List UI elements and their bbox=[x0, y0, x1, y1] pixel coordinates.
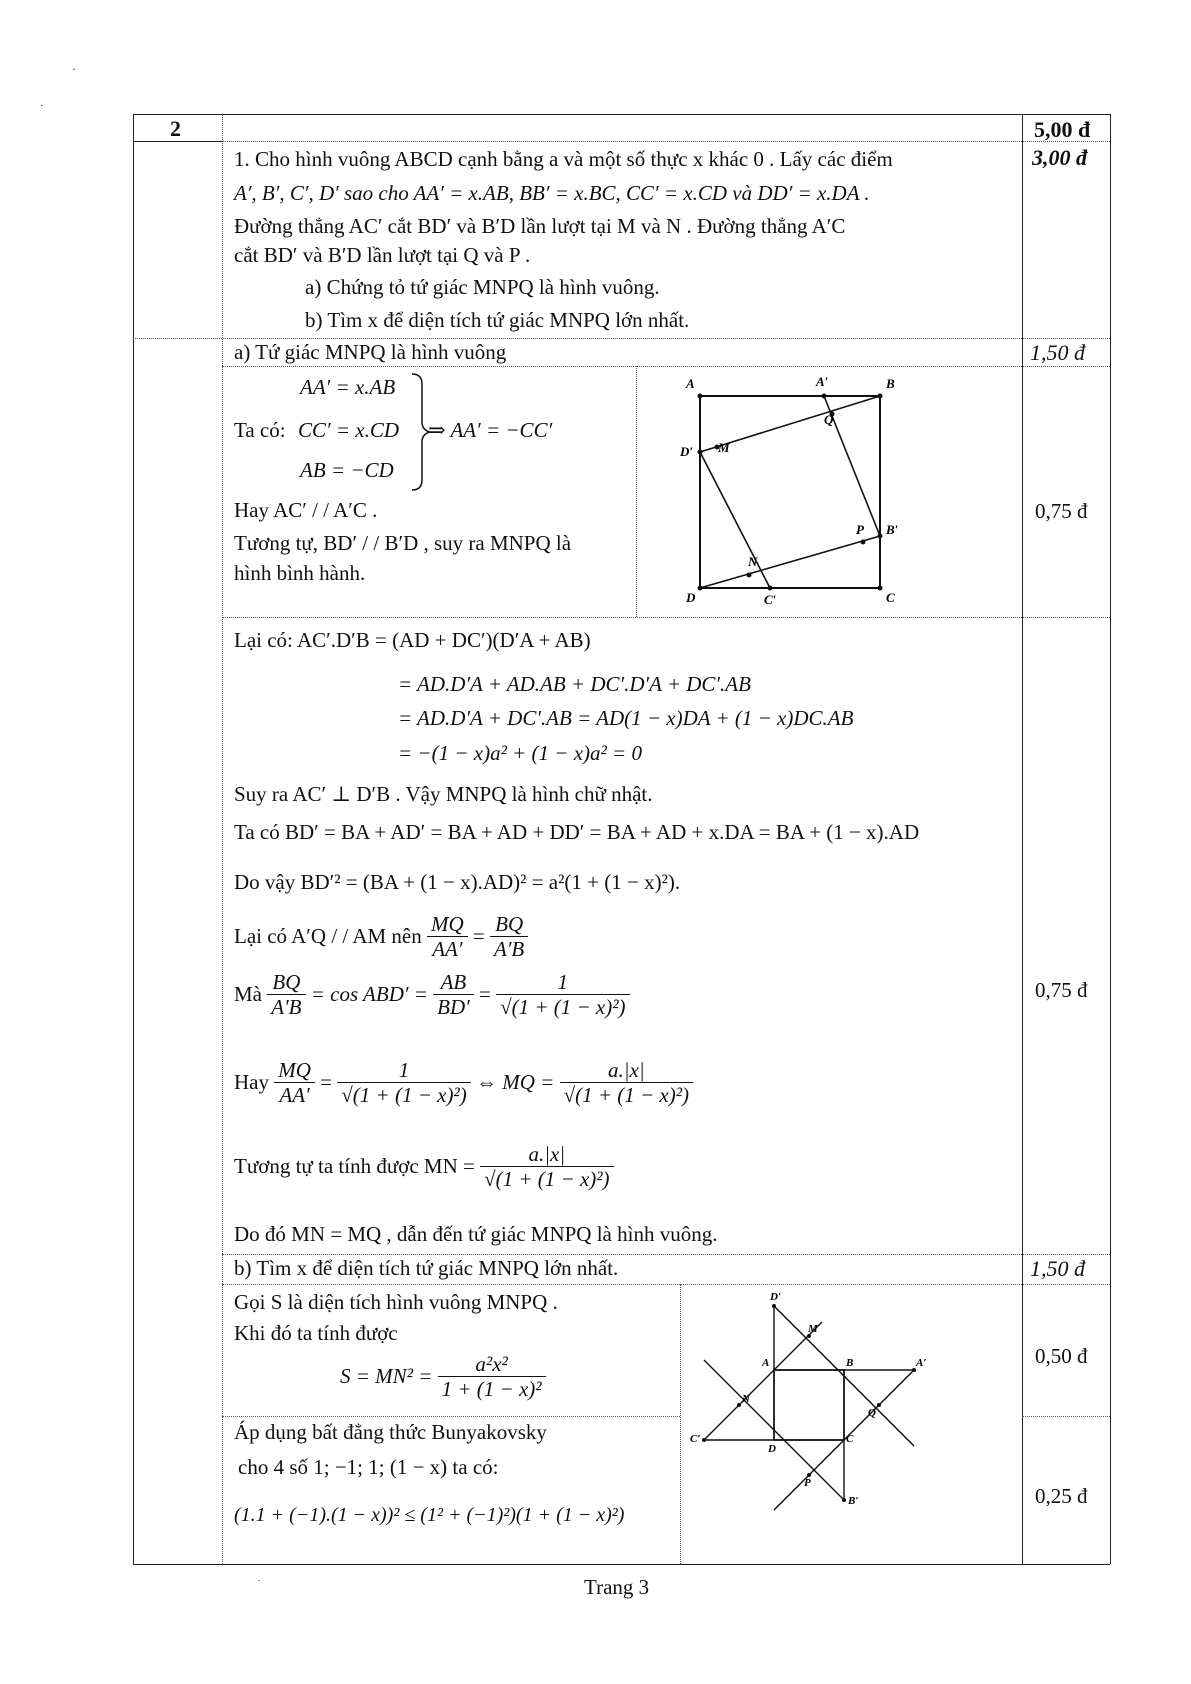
numerator: BQ bbox=[490, 912, 528, 937]
fig-label: C′ bbox=[690, 1433, 701, 1445]
equals: = bbox=[472, 924, 485, 948]
part-a-title: a) Tứ giác MNPQ là hình vuông bbox=[234, 340, 507, 364]
denominator: 1 + (1 − x)² bbox=[441, 1377, 542, 1401]
fig-label: C′ bbox=[764, 592, 777, 607]
text-line: Lại có: AC′.D′B = (AD + DC′)(D′A + AB) bbox=[234, 628, 591, 652]
fraction bbox=[274, 1058, 315, 1107]
label: Ta có: bbox=[234, 418, 286, 442]
denominator: √(1 + (1 − x)²) bbox=[500, 995, 626, 1019]
text-fragment: S = MN² = bbox=[340, 1364, 433, 1388]
fraction bbox=[267, 970, 305, 1019]
fraction bbox=[560, 1058, 693, 1107]
text-fragment: = cos ABD′ = bbox=[310, 982, 428, 1006]
numerator: AB bbox=[433, 970, 474, 995]
question-number: 2 bbox=[170, 116, 181, 141]
equation: = AD.D′A + AD.AB + DC′.D′A + DC′.AB bbox=[398, 672, 751, 696]
equals: = bbox=[478, 982, 491, 1006]
text-fragment: Lại có A′Q / / AM nên bbox=[234, 924, 422, 948]
equation: = AD.D′A + DC′.AB = AD(1 − x)DA + (1 − x)DC.AB bbox=[398, 706, 854, 730]
part1-score: 3,00 đ bbox=[1032, 145, 1087, 170]
equation: ⇒ AA′ = −CC′ bbox=[428, 418, 553, 442]
numerator: a²x² bbox=[438, 1352, 546, 1377]
text-line: Suy ra AC′ ⊥ D′B . Vậy MNPQ là hình chữ nhật. bbox=[234, 782, 653, 806]
fig-label: B′ bbox=[848, 1495, 859, 1507]
text-line bbox=[340, 1352, 546, 1401]
fraction bbox=[490, 912, 528, 961]
numerator: a.|x| bbox=[480, 1142, 613, 1167]
square-figure-1 bbox=[660, 372, 920, 612]
fraction bbox=[337, 1058, 470, 1107]
part-b-score: 1,50 đ bbox=[1030, 1256, 1085, 1281]
fig-label: B bbox=[886, 376, 895, 391]
equation: AB = −CD bbox=[300, 458, 394, 482]
denominator: AA′ bbox=[432, 937, 463, 961]
fig-label: D′ bbox=[770, 1291, 782, 1303]
step-score: 0,75 đ bbox=[1035, 499, 1088, 523]
numerator: 1 bbox=[496, 970, 629, 995]
numerator: MQ bbox=[427, 912, 468, 937]
numerator: 1 bbox=[337, 1058, 470, 1083]
fig-label: D bbox=[686, 590, 696, 605]
equation: AA′ = x.AB bbox=[300, 375, 396, 399]
problem-line: A′, B′, C′, D′ sao cho AA′ = x.AB, BB′ = x.BC, CC′ = x.CD và DD′ = x.DA . bbox=[234, 181, 870, 205]
denominator: √(1 + (1 − x)²) bbox=[484, 1167, 610, 1191]
text-line bbox=[234, 970, 630, 1019]
fig-label: A′ bbox=[816, 374, 829, 389]
text-line: Ta có BD′ = BA + AD′ = BA + AD + DD′ = BA + AD + x.DA = BA + (1 − x).AD bbox=[234, 820, 920, 844]
fig-label: B bbox=[846, 1357, 854, 1369]
step-score: 0,75 đ bbox=[1035, 978, 1088, 1002]
problem-line: Đường thẳng AC′ cắt BD′ và B′D lần lượt tại M và N . Đường thẳng A′C bbox=[234, 214, 846, 238]
part-a-score: 1,50 đ bbox=[1030, 340, 1085, 365]
denominator: √(1 + (1 − x)²) bbox=[563, 1083, 690, 1107]
fig-label: N bbox=[742, 1393, 750, 1405]
fraction bbox=[427, 912, 468, 961]
fig-label: D′ bbox=[680, 444, 694, 459]
text-line: Do vậy BD′² = (BA + (1 − x).AD)² = a²(1 + (1 − x)²). bbox=[234, 870, 681, 894]
problem-line: b) Tìm x để diện tích tứ giác MNPQ lớn nhất. bbox=[305, 308, 690, 332]
fig-label: A′ bbox=[916, 1357, 927, 1369]
stray-mark: · bbox=[40, 98, 44, 112]
equals: = bbox=[320, 1070, 333, 1094]
equation: CC′ = x.CD bbox=[298, 418, 400, 442]
stray-mark: · bbox=[72, 62, 76, 76]
fraction bbox=[438, 1352, 546, 1401]
problem-line: a) Chứng tỏ tứ giác MNPQ là hình vuông. bbox=[305, 275, 660, 299]
text-line: hình bình hành. bbox=[234, 561, 366, 585]
fig-label: A bbox=[686, 376, 695, 391]
text-line: cho 4 số 1; −1; 1; (1 − x) ta có: bbox=[238, 1455, 499, 1479]
text-line: Khi đó ta tính được bbox=[234, 1321, 398, 1345]
text-line bbox=[234, 1058, 693, 1107]
denominator: √(1 + (1 − x)²) bbox=[341, 1083, 467, 1107]
fraction bbox=[433, 970, 474, 1019]
step-score: 0,25 đ bbox=[1035, 1484, 1088, 1508]
denominator: A′B bbox=[494, 937, 525, 961]
step-score: 0,50 đ bbox=[1035, 1344, 1088, 1368]
text-fragment: Mà bbox=[234, 982, 262, 1006]
fig-label: B′ bbox=[886, 522, 899, 537]
numerator: MQ bbox=[274, 1058, 315, 1083]
fig-label: P bbox=[856, 522, 864, 537]
total-score: 5,00 đ bbox=[1034, 117, 1091, 142]
text-fragment: Hay bbox=[234, 1070, 269, 1094]
text-line: Hay AC′ / / A′C . bbox=[234, 498, 378, 522]
equation: (1.1 + (−1).(1 − x))² ≤ (1² + (−1)²)(1 + (1 − x)²) bbox=[234, 1504, 625, 1526]
fig-label: N bbox=[748, 554, 758, 569]
text-line bbox=[234, 1142, 614, 1191]
numerator: BQ bbox=[267, 970, 305, 995]
fig-label: D bbox=[768, 1443, 776, 1455]
page-number: Trang 3 bbox=[584, 1575, 650, 1599]
footer-mark bbox=[258, 1580, 260, 1581]
numerator: a.|x| bbox=[560, 1058, 693, 1083]
fig-label: C bbox=[886, 590, 895, 605]
text-fragment: Tương tự ta tính được MN = bbox=[234, 1154, 475, 1178]
text-line: Áp dụng bất đẳng thức Bunyakovsky bbox=[234, 1420, 547, 1444]
text-line: Do đó MN = MQ , dẫn đến tứ giác MNPQ là hình vuông. bbox=[234, 1222, 718, 1246]
text-line: Gọi S là diện tích hình vuông MNPQ . bbox=[234, 1290, 558, 1314]
equation: = −(1 − x)a² + (1 − x)a² = 0 bbox=[398, 741, 642, 765]
square-figure-2 bbox=[692, 1290, 932, 1530]
part-b-title: b) Tìm x để diện tích tứ giác MNPQ lớn nhất. bbox=[234, 1256, 619, 1280]
denominator: BD′ bbox=[437, 995, 470, 1019]
fig-label: Q bbox=[824, 412, 834, 427]
fig-label: M bbox=[808, 1323, 818, 1335]
fig-label: P bbox=[804, 1477, 811, 1489]
problem-line: cắt BD′ và B′D lần lượt tại Q và P . bbox=[234, 243, 531, 267]
text-line: Tương tự, BD′ / / B′D , suy ra MNPQ là bbox=[234, 531, 572, 555]
fig-label: M bbox=[718, 440, 730, 455]
fraction bbox=[480, 1142, 613, 1191]
fig-label: Q bbox=[868, 1407, 876, 1419]
problem-line: 1. Cho hình vuông ABCD cạnh bằng a và một số thực x khác 0 . Lấy các điểm bbox=[234, 147, 893, 171]
fig-label: A bbox=[762, 1357, 770, 1369]
text-line bbox=[234, 912, 528, 961]
denominator: AA′ bbox=[279, 1083, 310, 1107]
denominator: A′B bbox=[271, 995, 302, 1019]
fraction bbox=[496, 970, 629, 1019]
fig-label: C bbox=[846, 1433, 854, 1445]
text-fragment: ⇔ MQ = bbox=[475, 1070, 555, 1094]
